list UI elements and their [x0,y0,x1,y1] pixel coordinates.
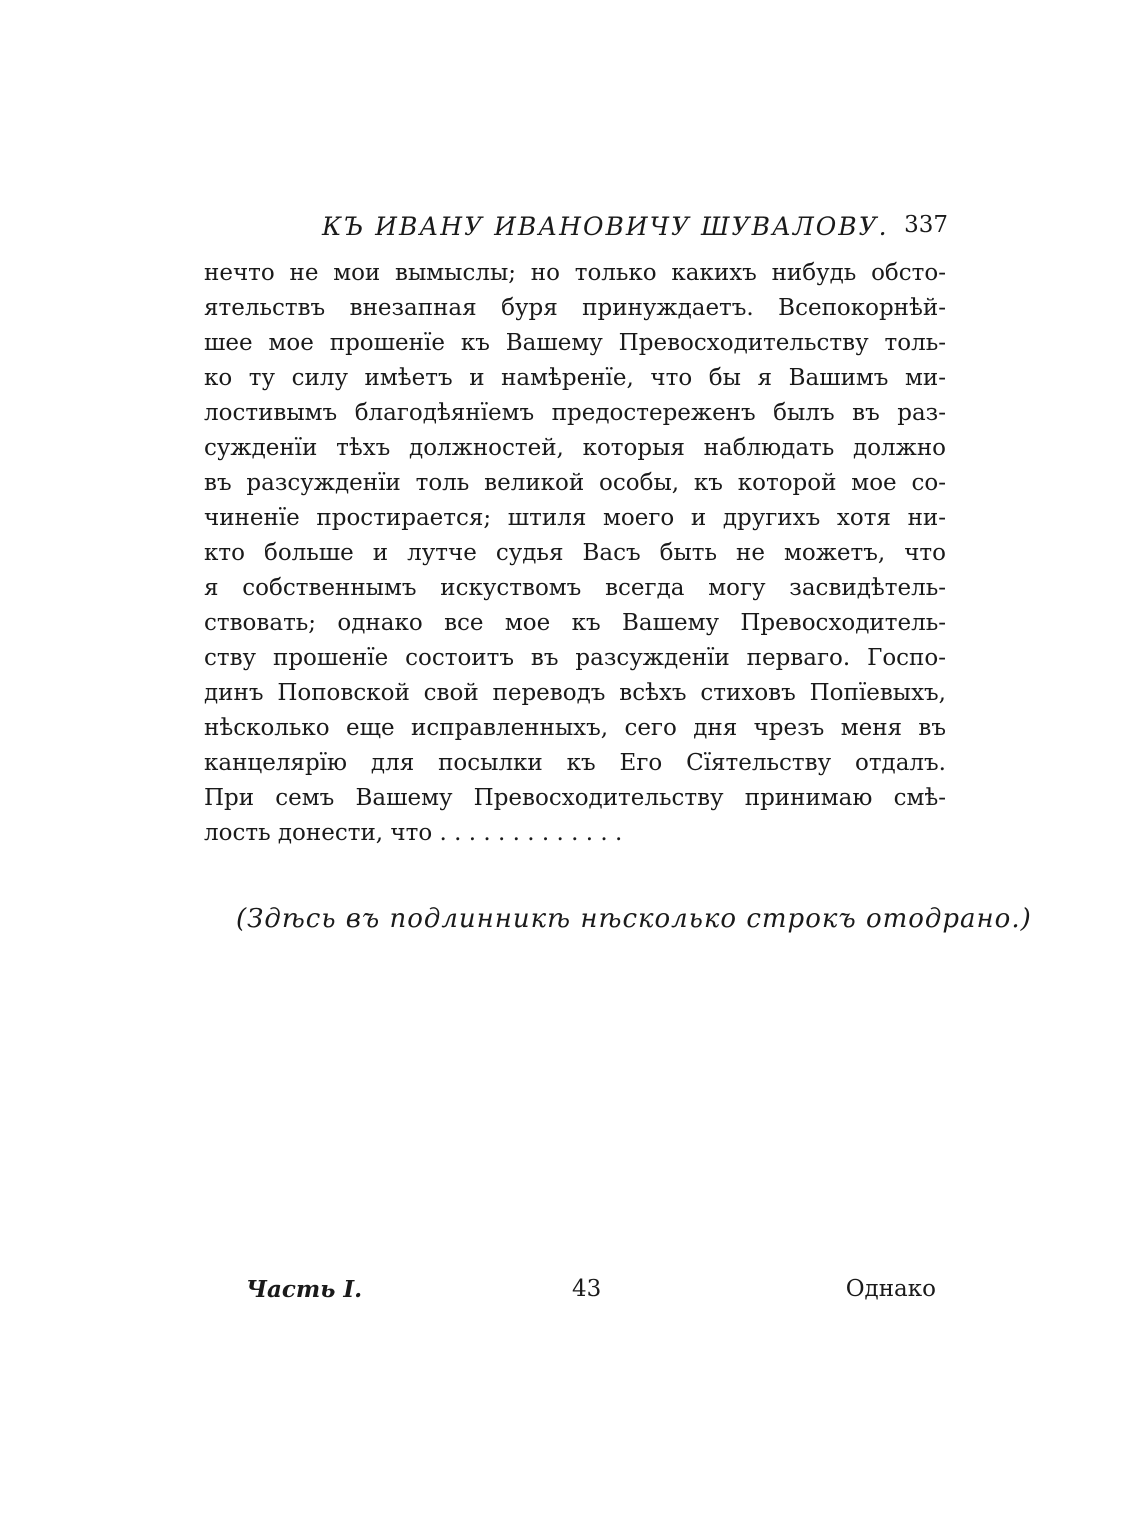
text-line: нечто не мои вымыслы; но только какихъ нибудь обсто- [204,260,946,286]
page-footer [246,1276,936,1316]
text-line: лостивымъ благодѣянїемъ предостереженъ былъ въ раз- [204,400,946,426]
running-head-title: КЪ ИВАНУ ИВАНОВИЧУ ШУВАЛОВУ. [322,212,889,241]
text-line: канцелярїю для посылки къ Его Сїятельству отдалъ. [204,750,946,776]
text-line: шее мое прошенїе къ Вашему Превосходительству толь- [204,330,946,356]
text-line: въ разсужденїи толь великой особы, къ которой мое со- [204,470,946,496]
text-line: сужденїи тѣхъ должностей, которыя наблюдать должно [204,435,946,461]
running-head [200,212,948,252]
body-text [204,256,946,851]
footer-part-label: Часть I. [246,1276,363,1303]
editorial-note: (Здѣсь въ подлинникѣ нѣсколько строкъ отодрано.) [236,904,1032,934]
text-line: ствовать; однако все мое къ Вашему Превосходитель- [204,610,946,636]
text-line: я собственнымъ искуствомъ всегда могу засвидѣтель- [204,575,946,601]
text-line: лость донести, что . . . . . . . . . . . . . [204,820,623,846]
signature-mark: 43 [572,1276,602,1302]
page-number: 337 [904,212,948,238]
text-line: динъ Поповской свой переводъ всѣхъ стиховъ Попїевыхъ, [204,680,946,706]
text-line: При семъ Вашему Превосходительству принимаю смѣ- [204,785,946,811]
text-line: ятельствъ внезапная буря принуждаетъ. Всепокорнѣй- [204,295,946,321]
text-line: ко ту силу имѣетъ и намѣренїе, что бы я Вашимъ ми- [204,365,946,391]
text-line: чиненїе простирается; штиля моего и другихъ хотя ни- [204,505,946,531]
text-line: кто больше и лутче судья Васъ быть не можетъ, что [204,540,946,566]
catchword: Однако [845,1276,936,1302]
text-line: нѣсколько еще исправленныхъ, сего дня чрезъ меня въ [204,715,946,741]
text-line: ству прошенїе состоитъ въ разсужденїи перваго. Госпо- [204,645,946,671]
